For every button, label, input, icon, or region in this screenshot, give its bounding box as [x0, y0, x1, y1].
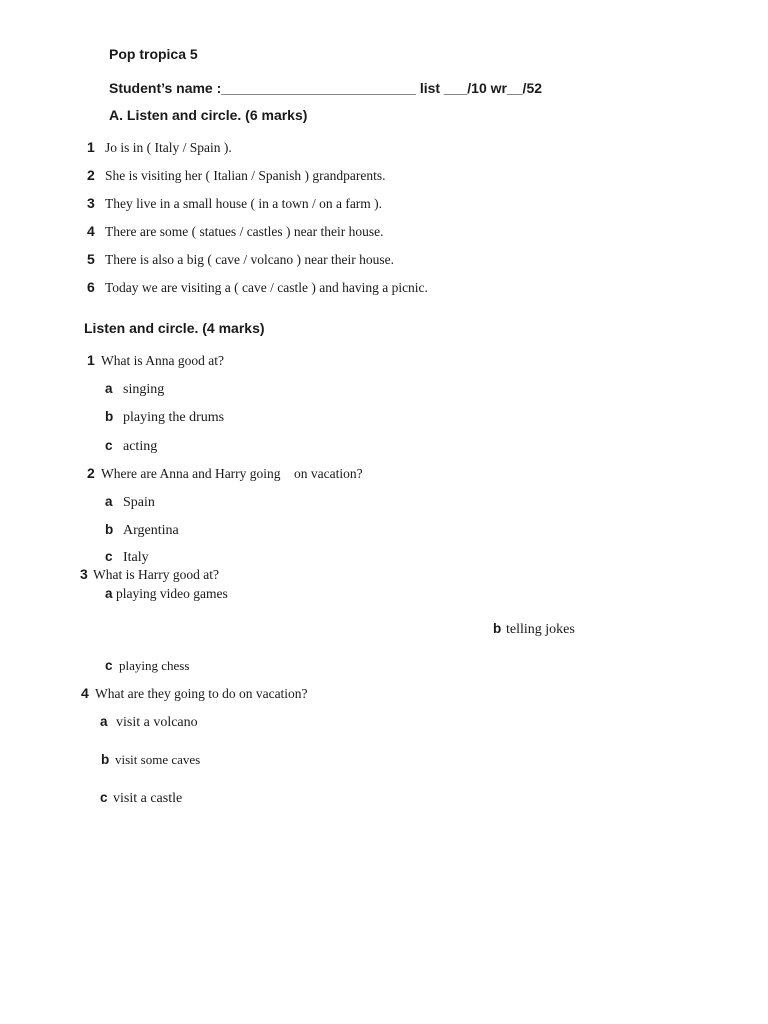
option-3c[interactable] — [105, 657, 189, 675]
option-1a[interactable] — [105, 380, 164, 398]
option-2c[interactable] — [105, 548, 149, 566]
question-number: 4 — [81, 685, 89, 701]
option-letter: a — [105, 586, 113, 601]
question-text: Where are Anna and Harry going on vacation? — [101, 466, 363, 481]
option-letter: c — [100, 790, 108, 805]
option-text: playing the drums — [123, 410, 225, 425]
option-4b[interactable] — [101, 751, 200, 769]
option-text: playing chess — [119, 658, 190, 673]
option-letter: c — [105, 549, 113, 564]
option-letter: c — [105, 438, 113, 453]
option-letter: b — [105, 409, 114, 424]
option-4a[interactable] — [100, 713, 198, 731]
question-1 — [87, 352, 224, 370]
question-number: 2 — [87, 465, 95, 481]
question-text: What is Harry good at? — [93, 567, 219, 582]
question-number: 3 — [80, 566, 88, 582]
option-3b[interactable] — [493, 620, 575, 638]
list-item — [87, 279, 428, 297]
question-text: What are they going to do on vacation? — [95, 686, 308, 701]
item-text: They live in a small house ( in a town / on a farm ). — [105, 196, 383, 211]
option-letter: b — [105, 522, 114, 537]
student-name-line: Student’s name :_________________________ list ___/10 wr__/52 — [109, 80, 543, 96]
question-3 — [80, 566, 219, 584]
option-1c[interactable] — [105, 437, 157, 455]
option-letter: a — [105, 381, 113, 396]
section-b-heading: Listen and circle. (4 marks) — [84, 320, 265, 336]
option-4c[interactable] — [100, 789, 182, 807]
option-letter: b — [101, 752, 110, 767]
item-number: 4 — [87, 223, 95, 239]
option-text: Argentina — [123, 523, 179, 538]
section-a-heading: A. Listen and circle. (6 marks) — [109, 107, 308, 123]
option-text: visit some caves — [115, 752, 201, 767]
option-2b[interactable] — [105, 521, 179, 539]
question-number: 1 — [87, 352, 95, 368]
question-2 — [87, 465, 363, 483]
question-text: What is Anna good at? — [101, 353, 224, 368]
item-text: There is also a big ( cave / volcano ) near their house. — [105, 252, 395, 267]
item-text: She is visiting her ( Italian / Spanish ) grandparents. — [105, 168, 386, 183]
option-text: telling jokes — [506, 622, 575, 637]
option-text: playing video games — [116, 586, 228, 601]
item-number: 6 — [87, 279, 95, 295]
option-1b[interactable] — [105, 408, 224, 426]
option-3a[interactable] — [105, 585, 228, 603]
list-item — [87, 139, 232, 157]
option-letter: a — [100, 714, 108, 729]
option-text: Spain — [123, 495, 155, 510]
option-letter: a — [105, 494, 113, 509]
option-text: visit a castle — [113, 791, 183, 806]
option-text: visit a volcano — [116, 715, 198, 730]
item-text: There are some ( statues / castles ) near their house. — [105, 224, 384, 239]
list-item — [87, 167, 385, 185]
list-item — [87, 251, 394, 269]
list-item — [87, 223, 384, 241]
option-letter: b — [493, 621, 502, 636]
item-text: Today we are visiting a ( cave / castle ) and having a picnic. — [105, 280, 428, 295]
worksheet-title: Pop tropica 5 — [109, 46, 198, 62]
option-text: Italy — [123, 550, 149, 565]
item-number: 5 — [87, 251, 95, 267]
option-text: singing — [123, 382, 165, 397]
item-number: 3 — [87, 195, 95, 211]
item-number: 2 — [87, 167, 95, 183]
option-text: acting — [123, 439, 158, 454]
option-2a[interactable] — [105, 493, 155, 511]
option-letter: c — [105, 658, 113, 673]
item-text: Jo is in ( Italy / Spain ). — [105, 140, 232, 155]
list-item — [87, 195, 382, 213]
item-number: 1 — [87, 139, 95, 155]
question-4 — [81, 685, 308, 703]
